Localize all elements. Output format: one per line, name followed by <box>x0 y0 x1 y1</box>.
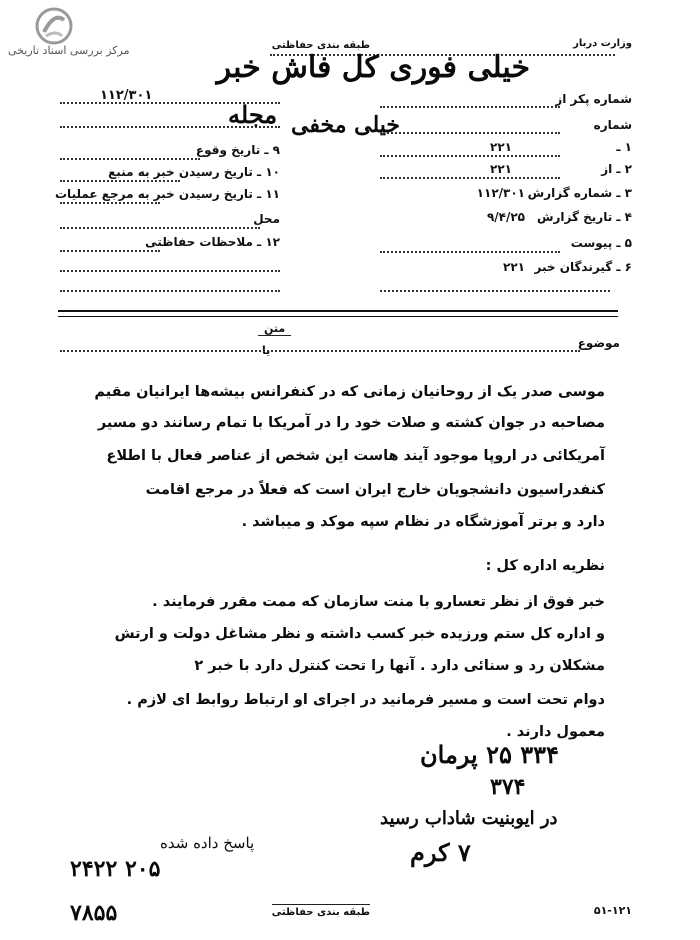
header-separator-top <box>58 310 618 312</box>
right-field-report-date-value: ۹/۴/۲۵ <box>486 210 525 224</box>
right-field-report-number-label: ۳ ـ شماره گزارش <box>527 186 632 200</box>
left-dotted-rule-8 <box>60 270 280 272</box>
subject-dotted-rule <box>60 350 580 352</box>
right-field-recipients-value: ۲۲۱ <box>503 260 525 274</box>
body-line-4: کنفدراسیون دانشجویان خارج ایران است که فعلاً در مرجع اقامت <box>145 482 605 498</box>
right-field-2-value: ۲۲۱ <box>490 162 512 176</box>
ministry-label: وزارت دربار <box>573 38 632 49</box>
right-dotted-rule-5 <box>380 251 560 253</box>
right-field-report-date-label: ۴ ـ تاریخ گزارش <box>536 210 632 224</box>
right-field-report-number-value: ۱۱۲/۳۰۱ <box>476 186 525 200</box>
left-dotted-rule-5 <box>60 202 160 204</box>
left-dotted-rule-4 <box>60 180 180 182</box>
right-field-recipients-label: ۶ ـ گیرندگان خبر <box>534 260 632 274</box>
body-line-1: موسی صدر یک از روحانیان زمانی که در کنفرانس بیشه‌ها ایرانیان مقیم <box>94 384 605 400</box>
handwritten-bottom-number: ۷۸۵۵ <box>70 900 118 926</box>
classification-top-label: طبقه بندی حفاظتی <box>271 40 370 51</box>
doc-number: ۱۱۲/۳۰۱ <box>100 88 153 103</box>
handwritten-secret-title: خیلی فوری کل فاش خبر <box>216 50 530 85</box>
handwritten-signature-line: در ایوبنیت شاداب رسید <box>380 808 558 829</box>
right-field-number: شماره <box>593 118 632 132</box>
right-dotted-rule-6 <box>380 290 610 292</box>
handwritten-margin-note: ۳۳۴ ۲۵ پرمان <box>420 740 559 769</box>
archive-logo-icon <box>34 6 74 46</box>
subject-label: موضوع <box>577 336 620 350</box>
opinion-line-1: خبر فوق از نظر تعسارو با منت سازمان که ممت مقرر فرمایند . <box>152 594 605 610</box>
left-field-occurrence-date: ۹ ـ تاریخ وقوع <box>195 143 280 157</box>
right-field-1-value: ۲۲۱ <box>490 140 512 154</box>
handwritten-bottom-annotation: پاسخ داده شده <box>160 834 255 852</box>
opinion-line-5: معمول دارند . <box>506 724 605 740</box>
opinion-line-4: دوام تحت است و مسیر فرمانید در اجرای او ارتباط روابط ای لازم . <box>126 692 605 708</box>
body-line-3: آمریکائی در اروپا موجود آیند هاست این شخص از عناصر فعال با اطلاع <box>106 448 605 464</box>
left-dotted-rule-3 <box>60 158 200 160</box>
opinion-line-2: و اداره کل ستم ورزیده خبر کسب داشته و نظر مشاغل دولت و ارتش <box>114 626 605 642</box>
right-dotted-rule-3 <box>380 155 560 157</box>
body-line-5: دارد و برتر آموزشگاه در نظام سپه موکد و میباشد . <box>241 514 605 530</box>
left-field-source-date: ۱۰ ـ تاریخ رسیدن خبر به منبع <box>108 165 280 179</box>
left-field-operations-date: ۱۱ ـ تاریخ رسیدن خبر به مرجع عملیات <box>55 187 280 201</box>
right-field-1-label: ۱ ـ <box>616 140 632 154</box>
left-dotted-rule-2 <box>60 126 280 128</box>
right-dotted-rule-1 <box>380 106 560 108</box>
left-dotted-rule-7 <box>60 250 160 252</box>
opinion-line-3: مشکلان رد و سنائی دارد . آنها را تحت کنترل دارد با خبر ۲ <box>194 658 605 674</box>
right-field-from: شماره پکر از <box>555 92 632 106</box>
left-dotted-rule-9 <box>60 290 280 292</box>
body-line-2: مصاحبه در جوان کشته و صلات خود را در آمریکا با تمام رسانند دو مسیر <box>97 415 605 431</box>
footer-form-number: ۵۱-۱۲۱ <box>593 904 632 917</box>
right-field-2-label: ۲ ـ از <box>601 162 632 176</box>
handwritten-initial: مجله <box>228 100 278 129</box>
right-dotted-rule-4 <box>380 177 560 179</box>
header-separator-bottom <box>58 316 618 317</box>
stamp-box-top: متن <box>258 322 291 336</box>
handwritten-initials: ۷ کرم <box>410 838 471 867</box>
left-dotted-rule-6 <box>60 227 260 229</box>
handwritten-secondary-title: خیلی مخفی <box>291 112 400 138</box>
right-field-attachment-label: ۵ ـ پیوست <box>570 236 632 250</box>
archive-watermark-text: مرکز بررسی اسناد تاریخی <box>8 44 130 57</box>
right-dotted-rule-2 <box>380 132 560 134</box>
handwritten-number-note: ۳۷۴ <box>490 774 526 800</box>
stamp-box-bottom: یا <box>262 344 271 357</box>
left-field-security-notes: ۱۲ ـ ملاحظات حفاظتی <box>145 235 280 249</box>
left-field-location: محل <box>253 212 280 226</box>
left-dotted-rule-1 <box>60 102 280 104</box>
opinion-heading: نظریه اداره کل : <box>485 558 605 574</box>
footer-classification: طبقه بندی حفاظتی <box>272 904 370 918</box>
handwritten-bottom-left-code: ۲۰۵ ۲۴۲۲ <box>70 856 161 882</box>
